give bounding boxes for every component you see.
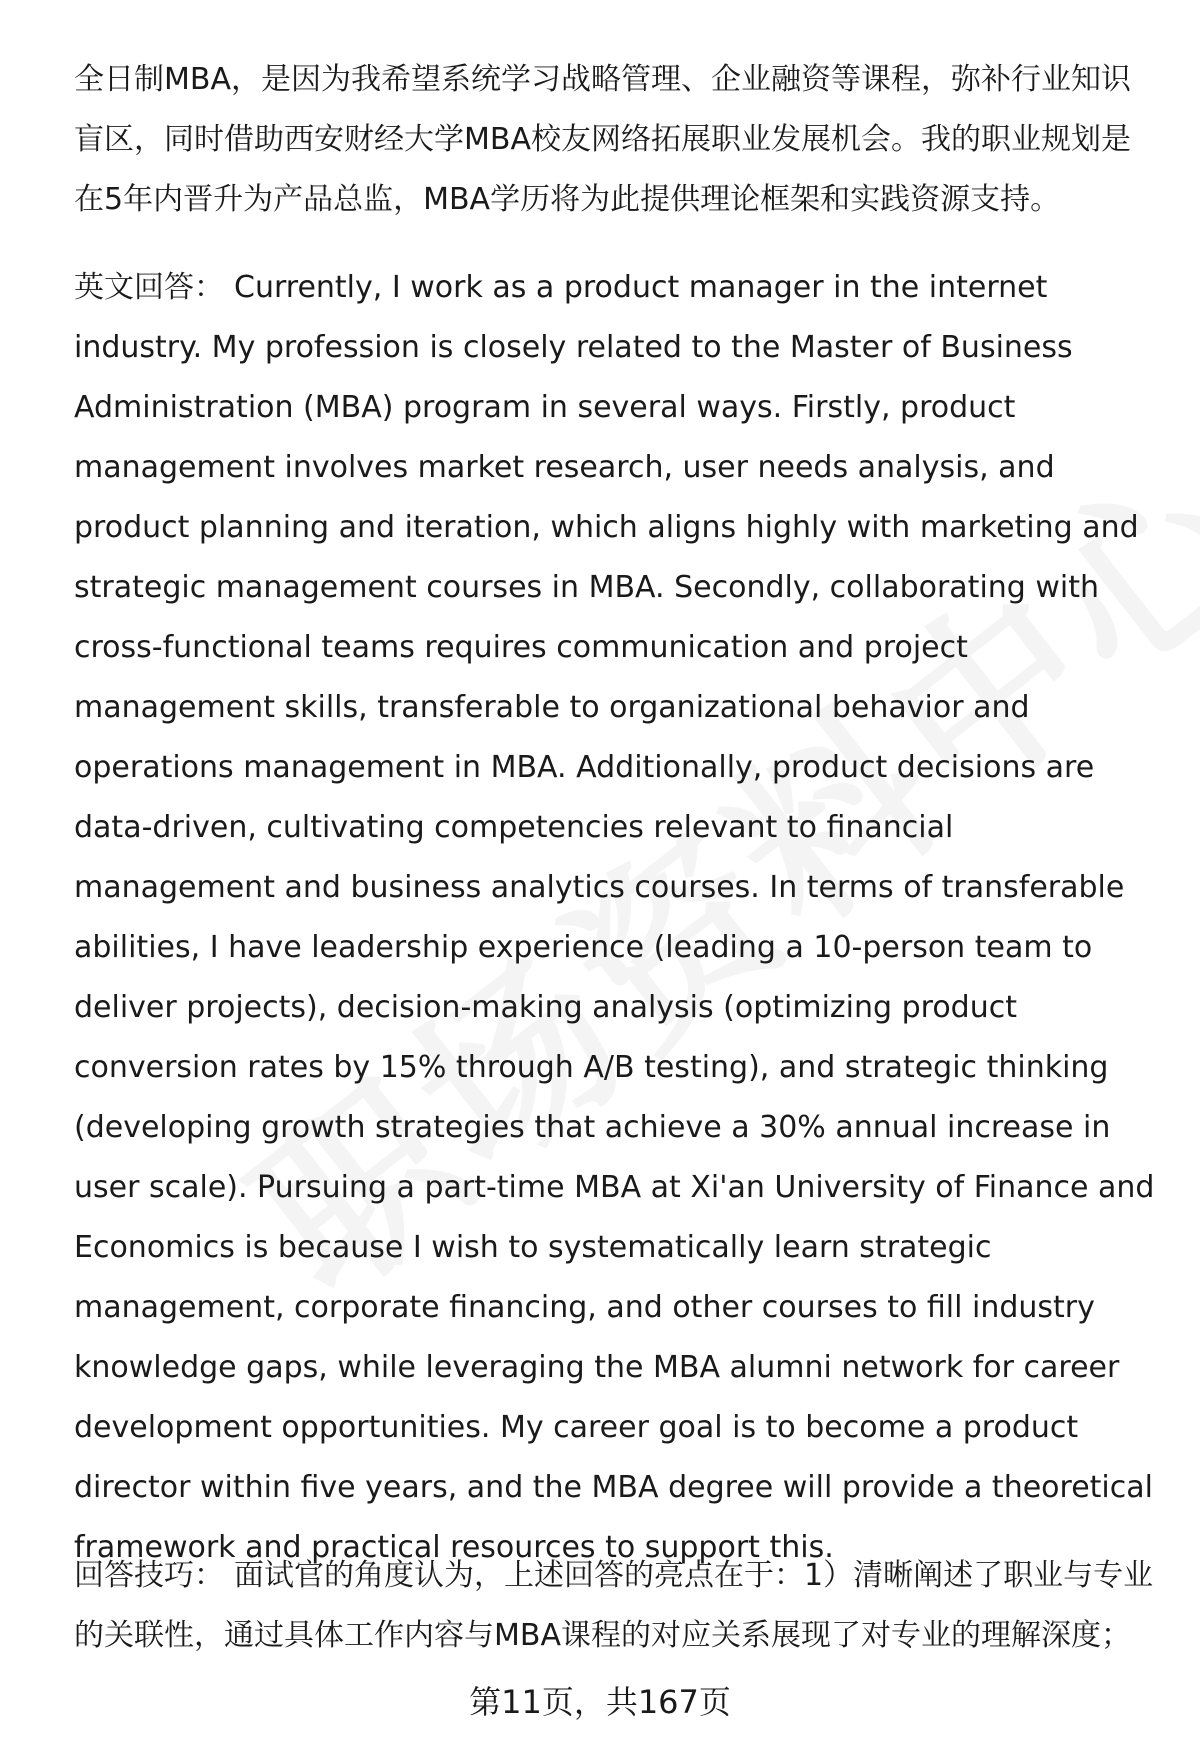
paragraph-chinese-answer-continued: 全日制MBA，是因为我希望系统学习战略管理、企业融资等课程，弥补行业知识盲区，同时借助西安财经大学MBA校友网络拓展职业发展机会。我的职业规划是在5年内晋升为产品总监，MBA学历将为此提供理论框架和实践资源支持。 — [74, 62, 1131, 217]
english-answer-label: 英文回答： — [74, 270, 224, 305]
paragraph-answer-tips — [74, 1546, 1160, 1666]
answer-tips-label: 回答技巧： — [74, 1558, 224, 1593]
answer-tips-text: 面试官的角度认为，上述回答的亮点在于：1）清晰阐述了职业与专业的关联性，通过具体工作内容与MBA课程的对应关系展现了对专业的理解深度； — [74, 1558, 1154, 1653]
paragraph-english-answer — [74, 258, 1160, 1578]
english-answer-text: Currently, I work as a product manager in the internet industry. My profession is closely related to the Master of Business Administration (MBA) program in several ways. Firstly, product management involves market research, user needs analysis, and product planning and iteration, which aligns highly with marketing and strategic management courses in MBA. Secondly, collaborating with cross-functional teams requires communication and project management skills, transferable to organizational behavior and operations management in MBA. Additionally, product decisions are data-driven, cultivating competencies relevant to financial management and business analytics courses. In terms of transferable abilities, I have leadership experience (leading a 10-person team to deliver projects), decision-making analysis (optimizing product conversion rates by 15% through A/B testing), and strategic thinking (developing growth strategies that achieve a 30% annual increase in user scale). Pursuing a part-time MBA at Xi'an University of Finance and Economics is because I wish to systematically learn strategic management, corporate financing, and other courses to fill industry knowledge gaps, while leveraging the MBA alumni network for career development opportunities. My career goal is to become a product director within five years, and the MBA degree will provide a theoretical framework and practical resources to support this. — [74, 270, 1155, 1565]
page-number-footer: 第11页，共167页 — [469, 1683, 731, 1721]
